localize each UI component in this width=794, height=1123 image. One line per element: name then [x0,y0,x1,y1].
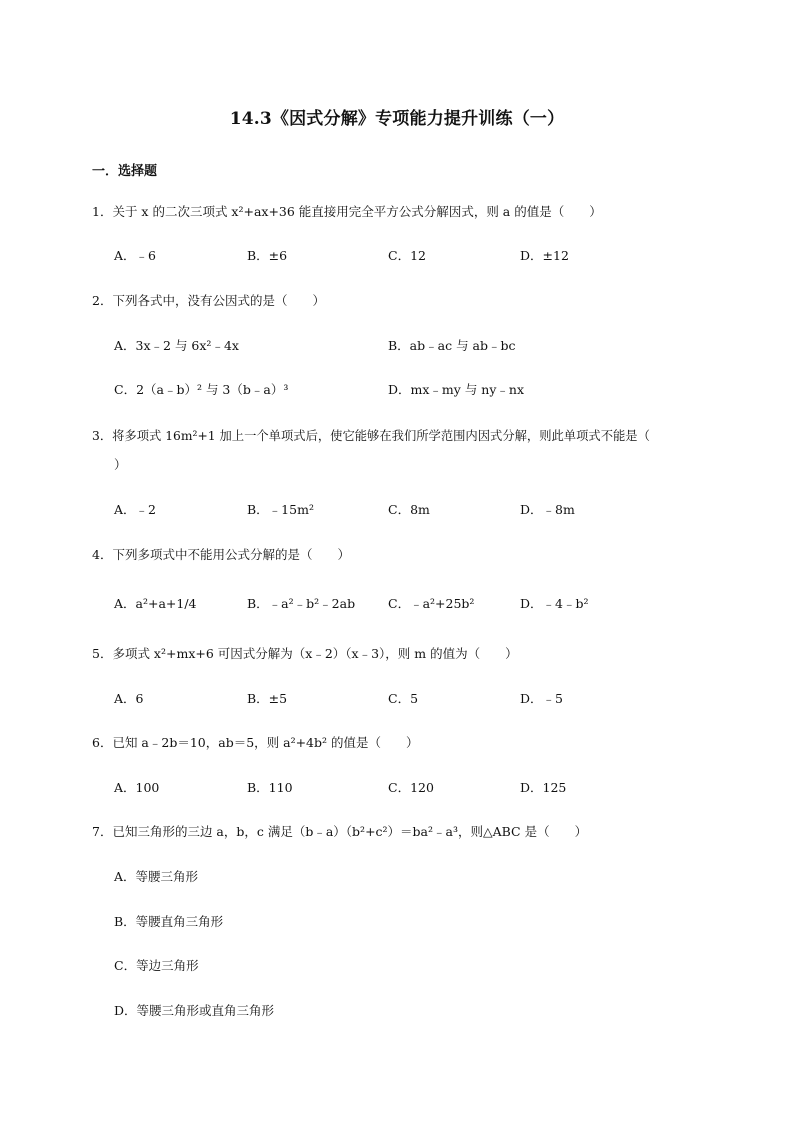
question-3-stem-continued: ） [114,457,127,472]
question-7-option-a: A．等腰三角形 [114,869,199,884]
question-1-option-c: C．12 [388,248,426,263]
section-heading: 一．选择题 [92,164,158,179]
question-2-stem: 2．下列各式中，没有公因式的是（ ） [92,293,325,308]
question-6-stem: 6．已知 a﹣2b＝10，ab＝5，则 a²+4b² 的值是（ ） [92,735,419,750]
question-1-stem: 1．关于 x 的二次三项式 x²+ax+36 能直接用完全平方公式分解因式，则 a 的值是（ ） [92,204,602,219]
question-6-option-b: B．110 [247,780,293,795]
question-4-stem: 4．下列多项式中不能用公式分解的是（ ） [92,547,350,562]
question-1-option-b: B．±6 [247,248,288,263]
question-4-option-b: B．﹣a²﹣b²﹣2ab [247,596,356,611]
question-6-option-c: C．120 [388,780,434,795]
question-2-option-a: A．3x﹣2 与 6x²﹣4x [114,338,239,353]
question-1-option-a: A．﹣6 [114,248,156,263]
question-2-option-b: B．ab﹣ac 与 ab﹣bc [388,338,516,353]
question-2-option-c: C．2（a﹣b）² 与 3（b﹣a）³ [114,382,289,397]
question-3-stem: 3．将多项式 16m²+1 加上一个单项式后，使它能够在我们所学范围内因式分解，则此单项式不能是（ [92,429,650,443]
question-5-stem: 5．多项式 x²+mx+6 可因式分解为（x﹣2）（x﹣3），则 m 的值为（ ） [92,646,518,661]
question-4-option-d: D．﹣4﹣b² [520,596,589,611]
question-5-option-c: C．5 [388,691,419,706]
question-6-option-a: A．100 [114,780,160,795]
question-7-option-b: B．等腰直角三角形 [114,914,224,929]
question-1-option-d: D．±12 [520,248,569,263]
question-4-option-a: A．a²+a+1/4 [114,596,197,611]
question-6-option-d: D．125 [520,780,567,795]
page-title: 14.3《因式分解》专项能力提升训练（一） [229,109,565,129]
question-3-option-b: B．﹣15m² [247,502,314,517]
question-7-option-d: D．等腰三角形或直角三角形 [114,1003,275,1018]
question-3-option-d: D．﹣8m [520,502,575,517]
question-3-option-a: A．﹣2 [114,502,156,517]
question-7-option-c: C．等边三角形 [114,958,199,973]
question-5-option-d: D．﹣5 [520,691,563,706]
question-7-stem: 7．已知三角形的三边 a，b，c 满足（b﹣a）（b²+c²）＝ba²﹣a³，则△ABC 是（ ） [92,824,588,839]
question-5-option-b: B．±5 [247,691,288,706]
question-5-option-a: A．6 [114,691,144,706]
question-3-option-c: C．8m [388,502,430,517]
question-2-option-d: D．mx﹣my 与 ny﹣nx [388,382,524,397]
question-4-option-c: C．﹣a²+25b² [388,596,475,611]
